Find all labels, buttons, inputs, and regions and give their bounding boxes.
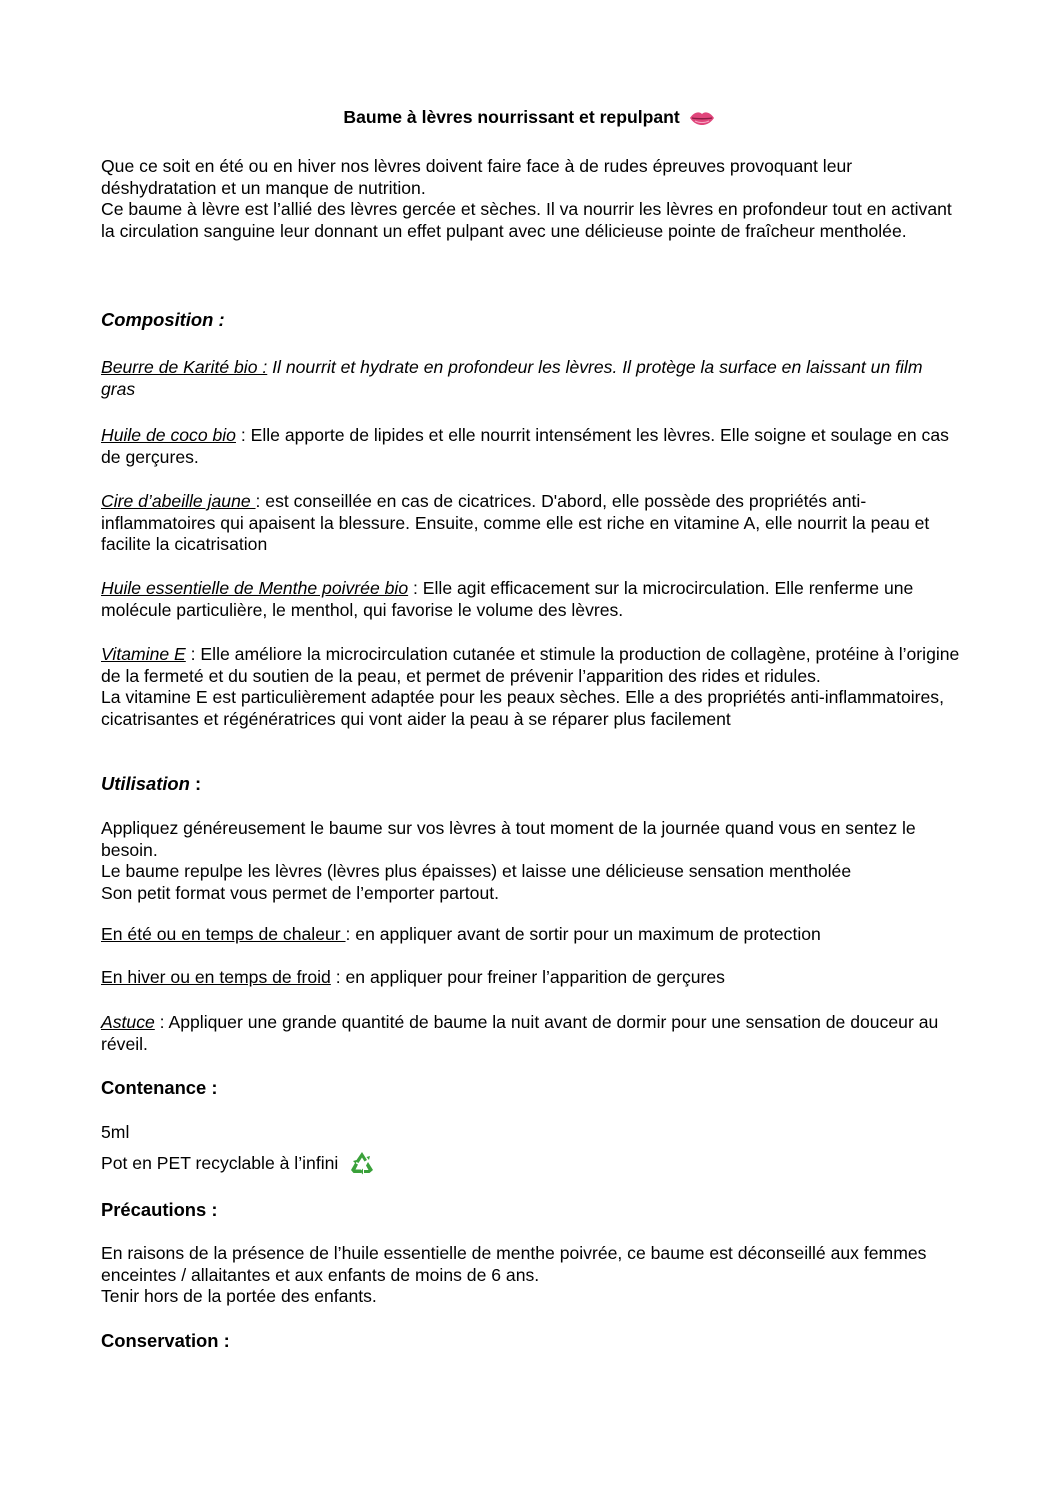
- precautions-paragraph: [101, 1243, 961, 1308]
- utilisation-line: Le baume repulpe les lèvres (lèvres plus épaisses) et laisse une délicieuse sensation mentholée: [101, 861, 852, 881]
- ingredient-text: : est conseillée en cas de cicatrices. D'abord, elle possède des propriétés anti-inflammatoires qui apaisent la blessure. Ensuite, comme elle est riche en vitamine A, elle nourrit la peau et facilite la cicatrisation: [101, 491, 930, 554]
- conservation-heading: Conservation :: [101, 1330, 230, 1351]
- intro-paragraph: [101, 156, 961, 242]
- ingredient-term: Huile de coco bio: [101, 425, 236, 445]
- title-text: Baume à lèvres nourrissant et repulpant: [343, 107, 680, 127]
- contenance-volume: 5ml: [101, 1122, 130, 1142]
- composition-item-cire: [101, 491, 961, 556]
- tip-text: : en appliquer avant de sortir pour un maximum de protection: [345, 924, 821, 944]
- composition-heading: Composition :: [101, 309, 225, 330]
- ingredient-text: : Elle apporte de lipides et elle nourrit intensément les lèvres. Elle soigne et soulage en cas de gerçures.: [101, 425, 949, 467]
- contenance-heading: Contenance :: [101, 1077, 218, 1098]
- ingredient-term: Huile essentielle de Menthe poivrée bio: [101, 578, 409, 598]
- utilisation-paragraph: [101, 818, 961, 904]
- ingredient-term: Vitamine E: [101, 644, 186, 664]
- precautions-heading: Précautions :: [101, 1199, 218, 1220]
- tip-hiver: [101, 967, 961, 989]
- ingredient-text: Il nourrit et hydrate en profondeur les lèvres. Il protège la surface en laissant un film gras: [101, 357, 923, 399]
- ingredient-text: : Elle agit efficacement sur la microcirculation. Elle renferme une molécule particulière, le menthol, qui favorise le volume des lèvres.: [101, 578, 914, 620]
- recycle-icon: [349, 1151, 375, 1175]
- precautions-line: En raisons de la présence de l’huile essentielle de menthe poivrée, ce baume est déconseillé aux femmes enceintes / allaitantes et aux enfants de moins de 6 ans.: [101, 1243, 927, 1285]
- utilisation-heading-suffix: :: [189, 773, 202, 794]
- intro-line: Ce baume à lèvre est l’allié des lèvres gercée et sèches. Il va nourrir les lèvres en profondeur tout en activant la circulation sanguine leur donnant un effet pulpant avec une délicieuse pointe de fraîcheur mentholée.: [101, 199, 952, 241]
- tip-astuce: [101, 1012, 961, 1055]
- utilisation-heading: [101, 773, 961, 795]
- ingredient-term: Beurre de Karité bio :: [101, 357, 268, 377]
- tip-text: : en appliquer pour freiner l’apparition de gerçures: [330, 967, 725, 987]
- ingredient-extra: La vitamine E est particulièrement adaptée pour les peaux sèches. Elle a des propriétés anti-inflammatoires, cicatrisantes et régénératrices qui vont aider la peau à se réparer plus facilement: [101, 687, 944, 729]
- utilisation-heading-text: Utilisation: [101, 773, 190, 794]
- tip-term: Astuce: [101, 1012, 155, 1032]
- composition-item-coco: [101, 425, 961, 468]
- pot-text: Pot en PET recyclable à l’infini: [101, 1153, 339, 1173]
- ingredient-text: : Elle améliore la microcirculation cutanée et stimule la production de collagène, protéine à l’origine de la fermeté et du soutien de la peau, et permet de prévenir l’apparition des rides et ridules.: [101, 644, 960, 686]
- tip-ete: [101, 924, 961, 946]
- composition-item-karite: [101, 357, 961, 400]
- ingredient-term: Cire d’abeille jaune: [101, 491, 256, 511]
- contenance-pot: [101, 1151, 961, 1175]
- tip-term: En hiver ou en temps de froid: [101, 967, 331, 987]
- lips-icon: [689, 110, 715, 126]
- composition-item-menthe: [101, 578, 961, 621]
- composition-item-vitamine: [101, 644, 961, 730]
- utilisation-line: Appliquez généreusement le baume sur vos lèvres à tout moment de la journée quand vous en sentez le besoin.: [101, 818, 916, 860]
- precautions-line: Tenir hors de la portée des enfants.: [101, 1286, 377, 1306]
- tip-text: : Appliquer une grande quantité de baume la nuit avant de dormir pour une sensation de douceur au réveil.: [101, 1012, 939, 1054]
- intro-line: Que ce soit en été ou en hiver nos lèvres doivent faire face à de rudes épreuves provoquant leur déshydratation et un manque de nutrition.: [101, 156, 853, 198]
- utilisation-line: Son petit format vous permet de l’emporter partout.: [101, 882, 500, 903]
- tip-term: En été ou en temps de chaleur: [101, 924, 346, 944]
- page-title: [0, 106, 1058, 128]
